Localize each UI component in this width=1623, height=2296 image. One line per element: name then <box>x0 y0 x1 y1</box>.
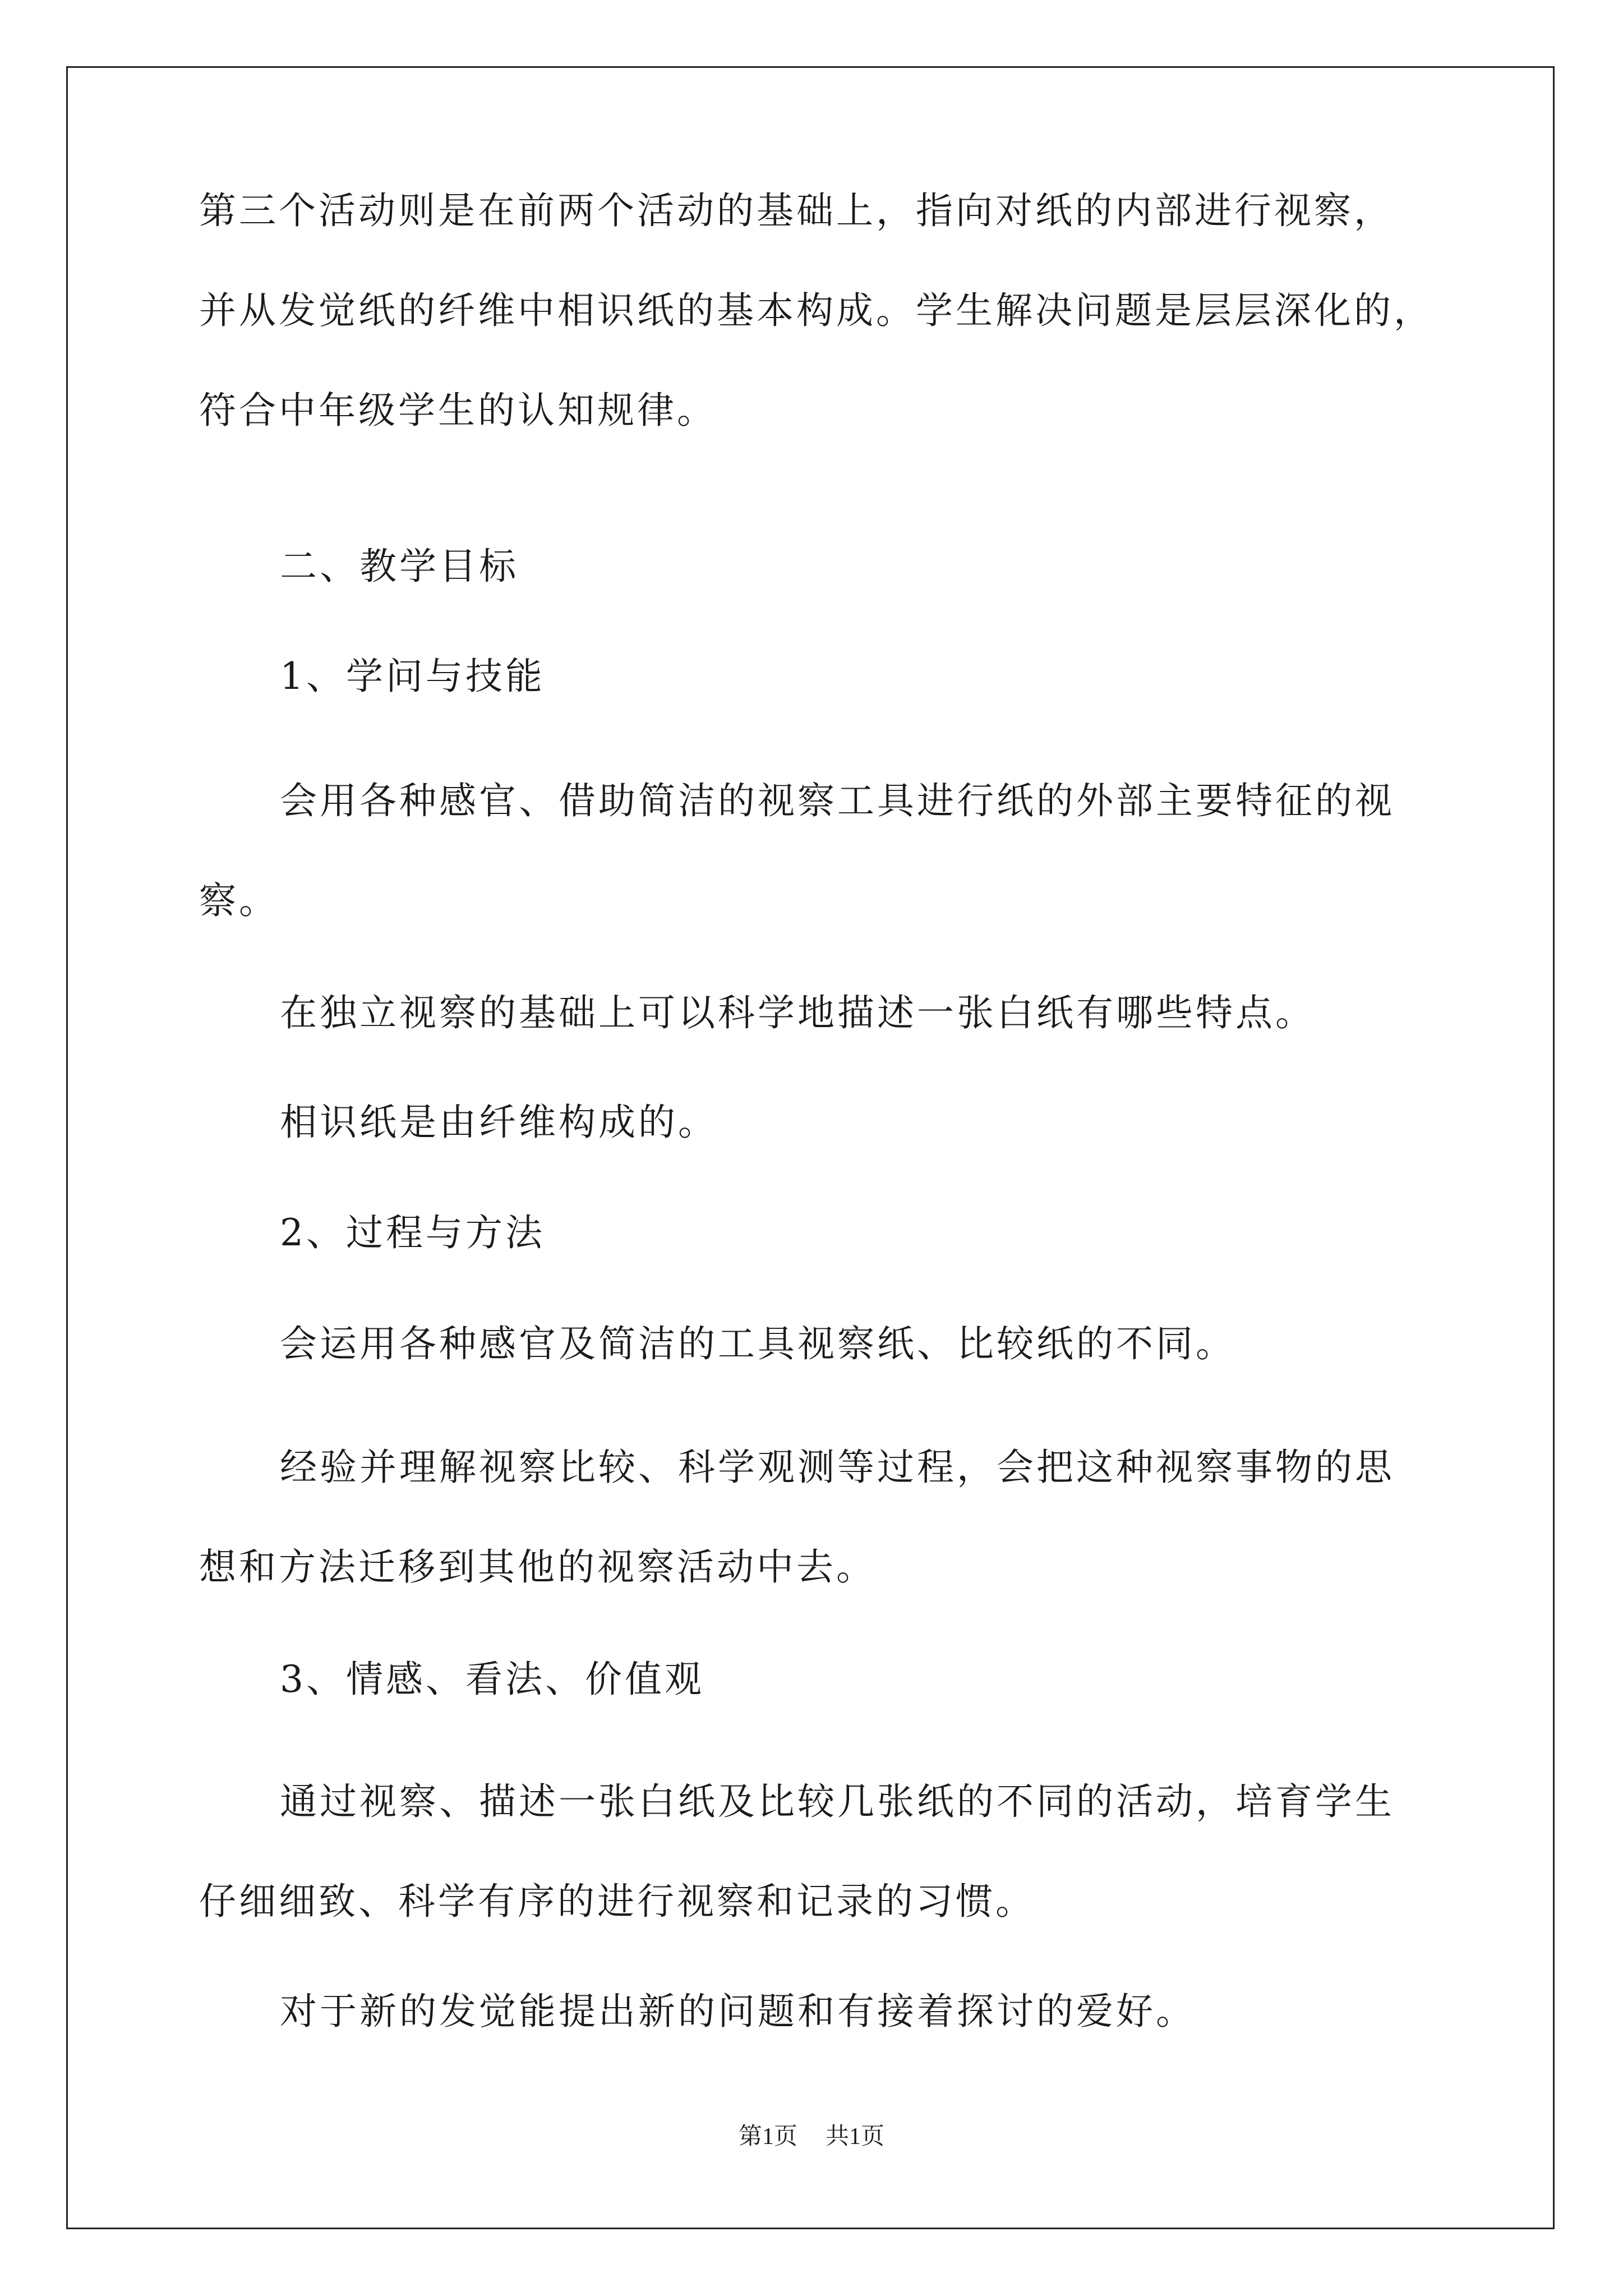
paragraph-line: 会运用各种感官及简洁的工具视察纸、比较纸的不同。 <box>280 1322 1235 1365</box>
subsection-heading: 3、情感、看法、价值观 <box>280 1658 704 1701</box>
paragraph-line: 仔细细致、科学有序的进行视察和记录的习惯。 <box>199 1880 1035 1923</box>
paragraph-line: 会用各种感官、借助简洁的视察工具进行纸的外部主要特征的视 <box>280 779 1395 822</box>
paragraph-line: 相识纸是由纤维构成的。 <box>280 1101 718 1144</box>
subsection-heading: 1、学问与技能 <box>280 655 545 698</box>
paragraph-line: 察。 <box>199 879 279 922</box>
paragraph-line: 想和方法迁移到其他的视察活动中去。 <box>199 1545 876 1589</box>
paragraph-line: 第三个活动则是在前两个活动的基础上，指向对纸的内部进行视察， <box>199 189 1394 232</box>
paragraph-line: 并从发觉纸的纤维中相识纸的基本构成。学生解决问题是层层深化的， <box>199 289 1433 332</box>
section-heading: 二、教学目标 <box>280 545 519 588</box>
subsection-heading: 2、过程与方法 <box>280 1211 545 1254</box>
paragraph-line: 符合中年级学生的认知规律。 <box>199 389 717 432</box>
paragraph-line: 在独立视察的基础上可以科学地描述一张白纸有哪些特点。 <box>280 991 1315 1034</box>
page-footer <box>0 2123 1623 2150</box>
page-total: 共1页 <box>826 2124 885 2150</box>
paragraph-line: 通过视察、描述一张白纸及比较几张纸的不同的活动，培育学生 <box>280 1780 1395 1823</box>
paragraph-line: 经验并理解视察比较、科学观测等过程，会把这种视察事物的思 <box>280 1446 1395 1489</box>
page-number: 第1页 <box>738 2124 797 2150</box>
paragraph-line: 对于新的发觉能提出新的问题和有接着探讨的爱好。 <box>280 1990 1196 2033</box>
